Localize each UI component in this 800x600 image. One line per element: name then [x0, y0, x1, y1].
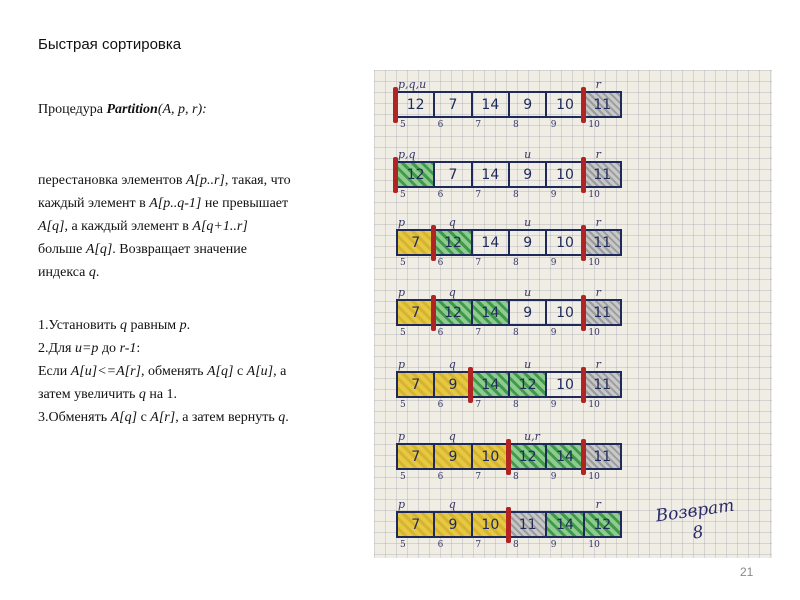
- array-cell: 10: [473, 513, 510, 536]
- array-row: [396, 358, 628, 420]
- array-cell: 7: [398, 513, 435, 536]
- partition-boundary-marker: [393, 157, 398, 193]
- array-cell: 14: [473, 163, 510, 186]
- array-cell: 10: [547, 301, 584, 324]
- index-label: 9: [550, 540, 557, 550]
- array-cell: 12: [398, 93, 435, 116]
- array-row: [396, 286, 628, 348]
- pointer-label-p: p: [398, 430, 406, 443]
- index-label: 10: [588, 328, 600, 338]
- pivot-boundary-marker: [581, 367, 586, 403]
- index-label: 5: [400, 328, 406, 338]
- pointer-label-r: r: [595, 498, 601, 511]
- partition-boundary-marker: [506, 439, 511, 475]
- array-cell: 7: [398, 373, 435, 396]
- index-labels: [396, 400, 622, 410]
- array-cell: 12: [398, 163, 435, 186]
- index-label: 7: [475, 328, 482, 338]
- array-cell: 9: [510, 163, 547, 186]
- index-label: 5: [400, 540, 406, 550]
- array-cell: 12: [435, 231, 472, 254]
- index-label: 9: [550, 400, 557, 410]
- array-row: [396, 216, 628, 278]
- pointer-label-p: p: [398, 216, 406, 229]
- array-cell: 11: [585, 231, 620, 254]
- pointer-label-r: r: [595, 216, 601, 229]
- array-cell: 12: [510, 445, 547, 468]
- array-cell: 14: [547, 513, 584, 536]
- array-cell: 9: [510, 231, 547, 254]
- index-label: 7: [475, 400, 482, 410]
- pivot-boundary-marker: [506, 507, 511, 543]
- index-label: 5: [400, 400, 406, 410]
- index-label: 7: [475, 472, 482, 482]
- array-cell: 10: [547, 231, 584, 254]
- pointer-label-u: u: [524, 358, 532, 371]
- index-label: 6: [437, 258, 444, 268]
- index-label: 6: [437, 328, 444, 338]
- index-label: 10: [588, 258, 600, 268]
- array-cell: 11: [585, 373, 620, 396]
- array-row: [396, 498, 628, 558]
- array-cell: 9: [435, 513, 472, 536]
- pointer-label-u: u: [524, 216, 532, 229]
- pointer-label-p: p: [398, 358, 406, 371]
- index-label: 6: [437, 120, 444, 130]
- pivot-boundary-marker: [581, 295, 586, 331]
- page-number: 21: [740, 565, 754, 579]
- array-row: [396, 78, 628, 140]
- desc-line-3: A[q], а каждый элемент в A[q+1..r]: [38, 219, 248, 234]
- index-label: 6: [437, 190, 444, 200]
- index-label: 7: [475, 540, 482, 550]
- array-cell: 7: [398, 445, 435, 468]
- array-cell: 7: [435, 163, 472, 186]
- index-label: 9: [550, 472, 557, 482]
- array-cell: 10: [547, 93, 584, 116]
- pivot-boundary-marker: [581, 157, 586, 193]
- index-label: 5: [400, 190, 406, 200]
- pivot-boundary-marker: [581, 87, 586, 123]
- array-cells: [396, 299, 622, 326]
- step-2-condition: Если A[u]<=A[r], обменять A[q] с A[u], а: [38, 364, 287, 379]
- partition-boundary-marker: [431, 225, 436, 261]
- array-row: [396, 148, 628, 210]
- array-cell: 11: [585, 93, 620, 116]
- index-label: 8: [513, 120, 519, 130]
- array-cell: 10: [547, 163, 584, 186]
- index-label: 6: [437, 540, 444, 550]
- index-label: 10: [588, 120, 600, 130]
- pointer-label-r: r: [595, 286, 601, 299]
- handwritten-partition-photo: [374, 70, 772, 558]
- index-label: 8: [513, 258, 519, 268]
- array-cell: 7: [398, 231, 435, 254]
- partition-boundary-marker: [431, 295, 436, 331]
- pivot-boundary-marker: [581, 439, 586, 475]
- index-label: 9: [550, 328, 557, 338]
- return-note: Возврат 8: [654, 495, 736, 544]
- array-cell: 12: [510, 373, 547, 396]
- partition-boundary-marker: [393, 87, 398, 123]
- array-cell: 9: [510, 301, 547, 324]
- pointer-label-p: p,q,u: [398, 78, 427, 91]
- array-cells: [396, 229, 622, 256]
- index-label: 7: [475, 190, 482, 200]
- desc-line-4: больше A[q]. Возвращает значение: [38, 242, 247, 257]
- index-label: 7: [475, 120, 482, 130]
- array-cell: 7: [398, 301, 435, 324]
- index-label: 5: [400, 472, 406, 482]
- array-cell: 12: [585, 513, 620, 536]
- index-label: 5: [400, 258, 406, 268]
- array-row: [396, 430, 628, 492]
- pointer-label-r: r: [595, 78, 601, 91]
- index-label: 8: [513, 400, 519, 410]
- index-labels: [396, 328, 622, 338]
- index-label: 6: [437, 472, 444, 482]
- index-label: 8: [513, 472, 519, 482]
- index-label: 7: [475, 258, 482, 268]
- partition-boundary-marker: [468, 367, 473, 403]
- step-3: 3.Обменять A[q] с A[r], а затем вернуть q.: [38, 410, 289, 425]
- array-cell: 14: [473, 231, 510, 254]
- desc-line-2: каждый элемент в A[p..q-1] не превышает: [38, 196, 289, 211]
- pointer-label-q: q: [448, 358, 456, 371]
- pointer-label-q: q: [448, 216, 456, 229]
- desc-line-1: перестановка элементов A[p..r], такая, что: [38, 173, 291, 188]
- array-cell: 9: [510, 93, 547, 116]
- pointer-label-p: p,q: [398, 148, 416, 161]
- array-cell: 11: [585, 301, 620, 324]
- pointer-label-q: q: [448, 430, 456, 443]
- array-cell: 9: [435, 373, 472, 396]
- step-1: 1.Установить q равным p.: [38, 318, 191, 333]
- index-label: 5: [400, 120, 406, 130]
- pointer-label-q: q: [448, 286, 456, 299]
- array-cell: 10: [473, 445, 510, 468]
- array-cell: 11: [585, 163, 620, 186]
- index-labels: [396, 190, 622, 200]
- array-cell: 9: [435, 445, 472, 468]
- array-cell: 10: [547, 373, 584, 396]
- index-label: 10: [588, 400, 600, 410]
- pointer-label-r: r: [595, 148, 601, 161]
- pointer-label-u: u: [524, 286, 532, 299]
- array-cell: 12: [435, 301, 472, 324]
- array-cell: 14: [473, 373, 510, 396]
- array-cells: [396, 91, 622, 118]
- pointer-label-q: q: [448, 498, 456, 511]
- desc-line-5: индекса q.: [38, 265, 100, 280]
- step-2-increment: затем увеличить q на 1.: [38, 387, 178, 402]
- slide-title: Быстрая сортировка: [38, 36, 182, 53]
- array-cell: 14: [547, 445, 584, 468]
- index-label: 9: [550, 120, 557, 130]
- index-label: 6: [437, 400, 444, 410]
- index-label: 8: [513, 328, 519, 338]
- pointer-label-p: p: [398, 498, 406, 511]
- index-label: 10: [588, 472, 600, 482]
- array-cells: [396, 161, 622, 188]
- index-label: 9: [550, 190, 557, 200]
- pointer-label-r: r: [595, 358, 601, 371]
- array-cell: 14: [473, 301, 510, 324]
- pointer-label-u: u,r: [524, 430, 540, 443]
- description-text: [38, 98, 373, 429]
- array-cells: [396, 371, 622, 398]
- array-cell: 7: [435, 93, 472, 116]
- procedure-line: Процедура Partition(A, p, r):: [38, 102, 207, 117]
- index-label: 10: [588, 540, 600, 550]
- step-2: 2.Для u=p до r-1:: [38, 341, 141, 356]
- index-label: 9: [550, 258, 557, 268]
- array-cell: 14: [473, 93, 510, 116]
- index-label: 8: [513, 540, 519, 550]
- pointer-label-p: p: [398, 286, 406, 299]
- index-label: 10: [588, 190, 600, 200]
- array-cell: 11: [585, 445, 620, 468]
- index-labels: [396, 258, 622, 268]
- array-cell: 11: [510, 513, 547, 536]
- pointer-label-u: u: [524, 148, 532, 161]
- index-labels: [396, 120, 622, 130]
- index-label: 8: [513, 190, 519, 200]
- pivot-boundary-marker: [581, 225, 586, 261]
